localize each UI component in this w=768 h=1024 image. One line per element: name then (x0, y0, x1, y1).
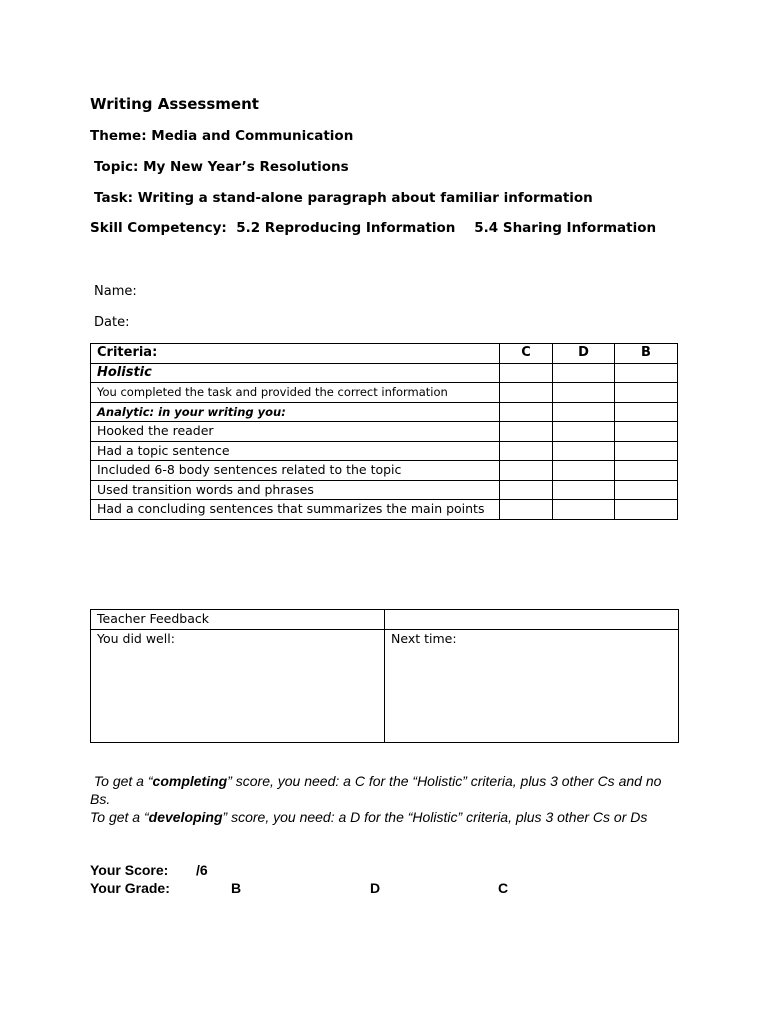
grade-option-c: C (498, 880, 509, 896)
instruction-text: To get a “ (90, 809, 149, 825)
score-value: /6 (196, 862, 208, 878)
topic-line: Topic: My New Year’s Resolutions (94, 159, 349, 175)
score-cell (553, 441, 615, 461)
table-row (91, 480, 678, 500)
score-cell (615, 441, 678, 461)
grade-label: Your Grade: (90, 880, 170, 896)
grade-header-d: D (553, 344, 615, 364)
score-cell (615, 422, 678, 442)
grade-header-c: C (500, 344, 553, 364)
grade-header-b: B (615, 344, 678, 364)
criteria-table (90, 343, 678, 520)
feedback-body-row (91, 630, 679, 743)
score-label: Your Score: (90, 862, 169, 878)
criterion-item: Had a concluding sentences that summarizes the main points (91, 500, 500, 520)
skill-label: Skill Competency: (90, 220, 227, 236)
table-row (91, 383, 678, 403)
instruction-developing (90, 808, 680, 826)
score-cell (615, 500, 678, 520)
score-cell (500, 441, 553, 461)
skill-2: 5.4 Sharing Information (474, 220, 657, 236)
score-cell (615, 480, 678, 500)
score-cell (500, 422, 553, 442)
score-cell (553, 402, 615, 422)
table-row (91, 363, 678, 383)
criterion-item: Included 6-8 body sentences related to the topic (91, 461, 500, 481)
next-time-cell: Next time: (385, 630, 679, 743)
feedback-header-blank (385, 610, 679, 630)
date-label: Date: (94, 315, 130, 330)
did-well-cell: You did well: (91, 630, 385, 743)
score-cell (615, 402, 678, 422)
holistic-label: Holistic (91, 363, 500, 383)
task-line: Task: Writing a stand-alone paragraph about familiar information (94, 190, 593, 206)
page-title: Writing Assessment (90, 95, 259, 113)
grade-option-d: D (370, 880, 381, 896)
score-cell (553, 383, 615, 403)
table-row (91, 441, 678, 461)
score-cell (553, 422, 615, 442)
score-cell (615, 363, 678, 383)
instruction-text: ” score, you need: a D for the “Holistic” criteria, plus 3 other Cs or Ds (222, 809, 648, 825)
instruction-text: To get a “ (93, 773, 153, 789)
grade-line (90, 880, 530, 896)
feedback-header: Teacher Feedback (91, 610, 385, 630)
skill-1: 5.2 Reproducing Information (236, 220, 456, 236)
score-cell (553, 461, 615, 481)
score-cell (500, 461, 553, 481)
holistic-item: You completed the task and provided the correct information (91, 383, 500, 403)
score-cell (500, 402, 553, 422)
instruction-keyword: completing (152, 773, 228, 789)
score-cell (553, 480, 615, 500)
analytic-label: Analytic: in your writing you: (91, 402, 500, 422)
feedback-header-row (91, 610, 679, 630)
table-row (91, 461, 678, 481)
grade-option-b: B (231, 880, 242, 896)
score-cell (500, 363, 553, 383)
score-cell (500, 500, 553, 520)
feedback-table (90, 609, 679, 743)
table-row (91, 422, 678, 442)
score-cell (615, 461, 678, 481)
criterion-item: Had a topic sentence (91, 441, 500, 461)
score-line (90, 862, 208, 878)
skill-competency-line (90, 220, 656, 236)
table-row (91, 500, 678, 520)
theme-line: Theme: Media and Communication (90, 128, 354, 144)
score-cell (500, 480, 553, 500)
criterion-item: Used transition words and phrases (91, 480, 500, 500)
score-cell (615, 383, 678, 403)
instruction-text: ” score, you need: a C for the “Holistic” criteria, plus 3 other Cs and no Bs. (90, 773, 662, 807)
score-cell (553, 500, 615, 520)
score-cell (553, 363, 615, 383)
name-label: Name: (94, 284, 137, 299)
table-row (91, 402, 678, 422)
criteria-header: Criteria: (91, 344, 500, 364)
score-cell (500, 383, 553, 403)
instruction-keyword: developing (148, 809, 223, 825)
instruction-completing (90, 772, 680, 808)
criterion-item: Hooked the reader (91, 422, 500, 442)
criteria-header-row (91, 344, 678, 364)
